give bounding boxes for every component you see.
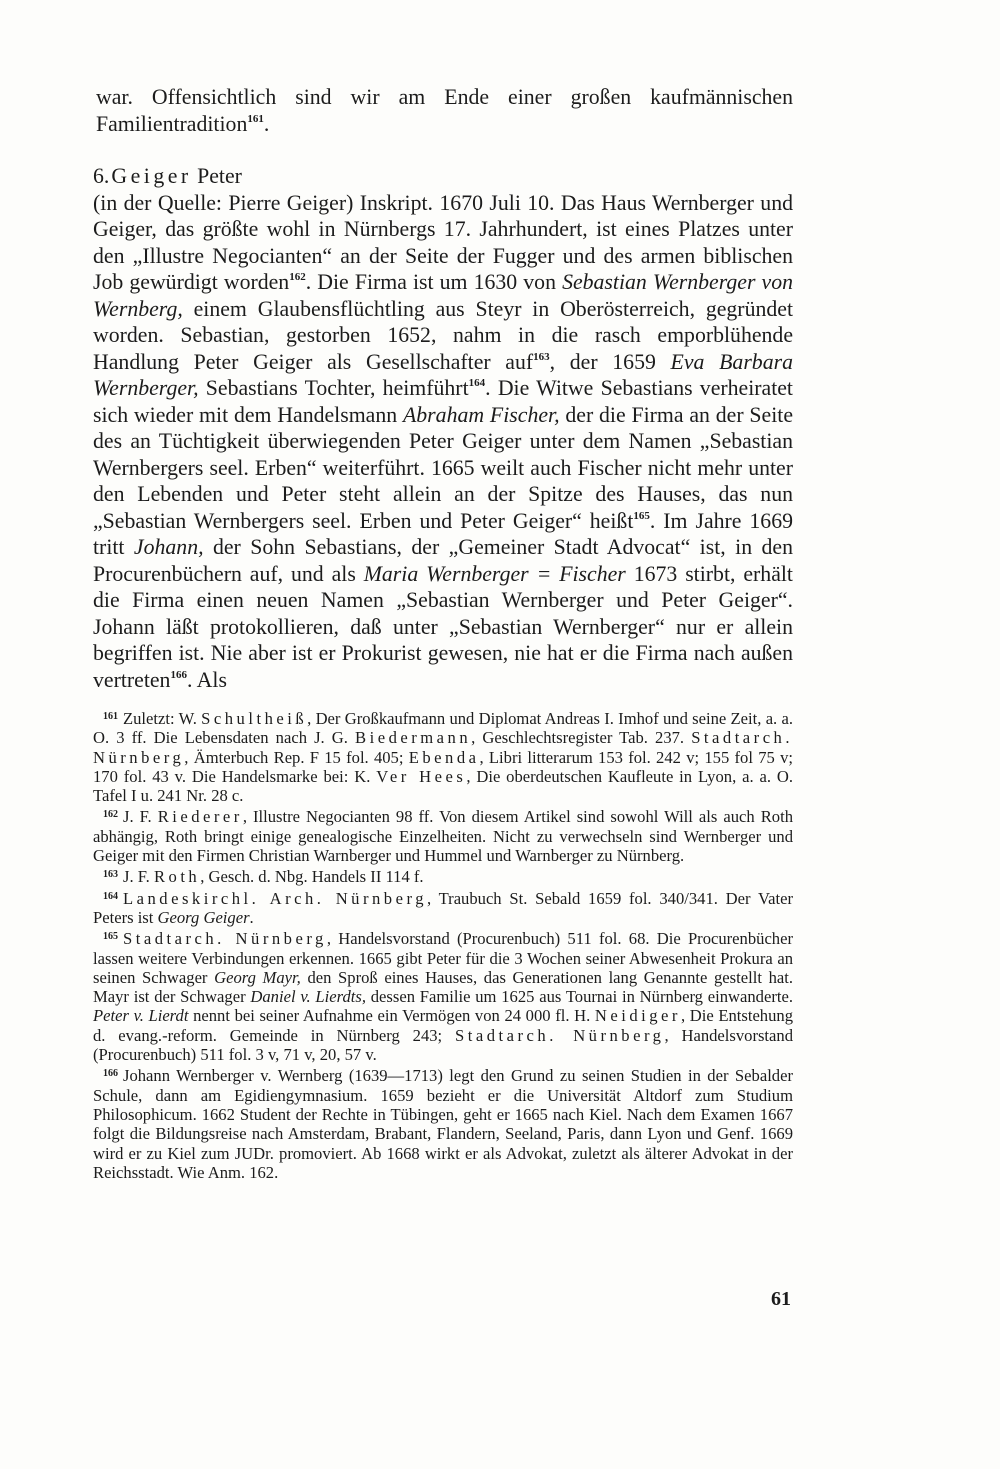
footnote-spaced-text: Biedermann [355, 728, 472, 748]
footnote-text: den Sproß eines Hauses, das Generationen lang Genannte gestellt hat. Mayr ist der Schwager [93, 967, 793, 1007]
footnote-number: 161 [103, 711, 118, 722]
footnote-text: , Libri litterarum 153 fol. 242 v; 155 fol 75 v; 170 fol. 43 v. Die Handelsmarke bei: K. [93, 747, 793, 786]
footnote-number: 164 [103, 890, 118, 902]
footnote-text: , Traubuch St. Sebald 1659 fol. 340/341. Der Vater Peters ist [93, 888, 794, 927]
opening-line: war. Offensichtlich sind wir am Ende einer großen kaufmännischen [96, 85, 793, 109]
footnote-text: dessen Familie um 1625 aus Tournai in Nürnberg einwanderte. [365, 987, 793, 1007]
opening-line-2: Familientradition [96, 111, 248, 136]
footnote-text: Johann Wernberger v. Wernberg (1639—1713) legt den Grund zu seinen Studien in der Sebalder Schule, dann am Egidiengymnasium. 1659 bezieht er die Universität Altdorf zum Studium Philosophicum. 1662 Student der Rechte in Tübingen, geht er 1665 nach Kiel. Nach dem Examen 1667 folgt die Bildungsreise nach Amsterdam, Brabant, Flandern, Seeland, Paris, dann Lyon und Genf. 1669 wird er zu Kiel zum JUDr. promoviert. Ab 1668 wirkt er als Advokat, zuletzt als älterer Advokat in der Reichsstadt. Wie Anm. 162. [93, 1066, 793, 1182]
footnote-ref-162: 162 [289, 271, 306, 283]
footnote-number: 163 [103, 869, 118, 881]
footnote-spaced-text: Stadtarch. Nürnberg [455, 1025, 665, 1045]
footnote-text: nennt bei seiner Aufnahme ein Vermögen von 24 000 fl. H. [188, 1006, 595, 1026]
footnote-ref-163: 163 [533, 350, 550, 363]
entry-name-eva: Eva Barbara Wernberger, [93, 349, 793, 400]
footnotes [93, 707, 793, 1182]
entry-text-9: der Sohn Sebastians, der „Gemeiner Stadt Advocat“ ist, in den Procurenbüchern auf, und als [93, 535, 793, 586]
entry-text-8: . Im Jahre 1669 tritt [93, 508, 793, 559]
entry-surname: Geiger [111, 164, 192, 188]
footnote-spaced-text: Ver Hees [376, 766, 467, 786]
footnote-spaced-text: Stadtarch. Nürnberg [93, 728, 794, 767]
entry-text-7: der die Firma an der Seite des an Tüchtigkeit überwiegenden Peter Geiger unter dem Namen „Sebastian Wernbergers seel. Erben“ weiterführt. 1665 weilt auch Fischer nicht mehr unter den Lebenden und Peter steht allein an der Spitze des Hauses, das nun „Sebastian Wernbergers seel. Erben und Peter Geiger“ heißt [93, 402, 793, 533]
entry-number: 6. [93, 164, 110, 188]
footnote-text: J. F. [123, 867, 154, 887]
footnote-spaced-text: Neidiger [594, 1006, 681, 1026]
footnote-text: , Die oberdeutschen Kaufleute in Lyon, a. a. O. Tafel I u. 241 Nr. 28 c. [93, 766, 794, 806]
footnote-text: Zuletzt: W. [123, 709, 202, 728]
footnote-spaced-text: Stadtarch. Nürnberg [123, 929, 327, 949]
footnote-163 [93, 865, 793, 886]
footnote-ref-161: 161 [247, 112, 264, 125]
footnote-number: 162 [103, 809, 118, 821]
entry-text-3: einem Glaubensflüchtling aus Steyr in Oberösterreich, gegründet worden. Sebastian, gestorben 1652, nahm in die rasch emporblühende Handlung Peter Geiger als Gesellschafter auf [93, 296, 793, 374]
footnote-spaced-text: Roth [153, 867, 201, 887]
footnote-text: , Illustre Negocianten 98 ff. Von diesem Artikel sind sowohl Will als auch Roth abhängig, Roth bringt einige genealogische Einzelheiten. Nicht zu verwechseln sind Wernberger und Geiger mit den Firmen Christian Warnberger und Hummel und Warnberger zu Nürnberg. [93, 807, 793, 866]
entry-heading [93, 163, 793, 190]
footnote-text: J. F. [123, 807, 158, 827]
entry-text-11: . Als [186, 667, 227, 692]
footnote-165 [93, 927, 793, 1064]
footnote-italic: Georg Geiger [157, 907, 250, 927]
footnote-italic: Daniel v. Lierdts, [250, 987, 366, 1007]
footnote-text: , Handelsvorstand (Procurenbuch) 511 fol. 68. Die Procurenbücher lassen weitere Verbindungen erkennen. 1665 gibt Peter für die 3 Wochen seiner Abwesenheit Prokura an seinen Schwager [93, 929, 793, 987]
entry-name-johann: Johann, [133, 535, 204, 559]
footnote-spaced-text: Schultheiß [201, 709, 308, 728]
footnote-ref-165: 165 [633, 509, 650, 522]
footnote-text: , Gesch. d. Nbg. Handels II 114 f. [200, 867, 424, 887]
entry-text-2: . Die Firma ist um 1630 von [305, 270, 563, 294]
entry-name-abraham: Abraham Fischer, [402, 402, 560, 427]
page-body [93, 84, 793, 1182]
footnote-text: , Geschlechtsregister Tab. 237. [471, 728, 692, 748]
footnote-text: , Der Großkaufmann und Diplomat Andreas I. Imhof und seine Zeit, a. a. O. 3 ff. Die Lebensdaten nach J. G. [93, 709, 793, 748]
footnote-text: . [249, 907, 254, 927]
footnote-166 [93, 1064, 793, 1182]
footnote-italic: Peter v. Lierdt [93, 1006, 189, 1026]
footnote-spaced-text: Ebenda [408, 747, 480, 767]
footnote-spaced-text: Riederer [157, 807, 243, 827]
entry-given-name: Peter [197, 164, 242, 188]
footnote-ref-166: 166 [170, 668, 187, 681]
entry-text-4: , der 1659 [549, 349, 671, 374]
entry-text-10: 1673 stirbt, erhält die Firma einen neuen Namen „Sebastian Wernberger und Peter Geiger“. Johann läßt protokollieren, daß unter „Sebastian Wernberger“ nur er allein begriffen ist. Nie aber ist er Prokurist gewesen, nie hat er die Firma nach außen vertreten [93, 561, 793, 692]
entry-name-sebastian: Sebastian Wernberger von Wernberg, [93, 270, 793, 321]
opening-paragraph [93, 84, 793, 137]
footnote-162 [93, 805, 793, 865]
page-number: 61 [771, 1288, 791, 1310]
footnote-text: , Die Entstehung d. evang.-reform. Gemeinde in Nürnberg 243; [93, 1006, 793, 1045]
footnote-number: 166 [103, 1068, 118, 1080]
entry-text-1: (in der Quelle: Pierre Geiger) Inskript. 1670 Juli 10. Das Haus Wernberger und Geiger, das größte wohl in Nürnbergs 17. Jahrhundert, ist eines Platzes unter den „Illustre Negocianten“ an der Seite der Fugger und des armen biblischen Job gewürdigt worden [93, 190, 793, 294]
main-text [93, 84, 793, 693]
footnote-ref-164: 164 [468, 377, 486, 389]
opening-end: . [263, 111, 270, 136]
entry-text-5: Sebastians Tochter, heimführt [198, 376, 469, 400]
entry-name-maria: Maria Wernberger = Fischer [363, 561, 626, 586]
entry-paragraph [93, 190, 793, 694]
footnote-164 [93, 887, 793, 928]
entry-text-6: . Die Witwe Sebastians verheiratet sich wieder mit dem Handelsmann [93, 376, 793, 427]
footnote-text: , Handelsvorstand (Procurenbuch) 511 fol. 3 v, 71 v, 20, 57 v. [93, 1025, 794, 1065]
footnote-italic: Georg Mayr, [214, 967, 301, 987]
footnote-161 [93, 707, 793, 805]
footnote-spaced-text: Landeskirchl. Arch. Nürnberg [123, 888, 427, 908]
footnote-text: , Ämterbuch Rep. F 15 fol. 405; [184, 747, 409, 767]
footnote-number: 165 [103, 931, 118, 943]
